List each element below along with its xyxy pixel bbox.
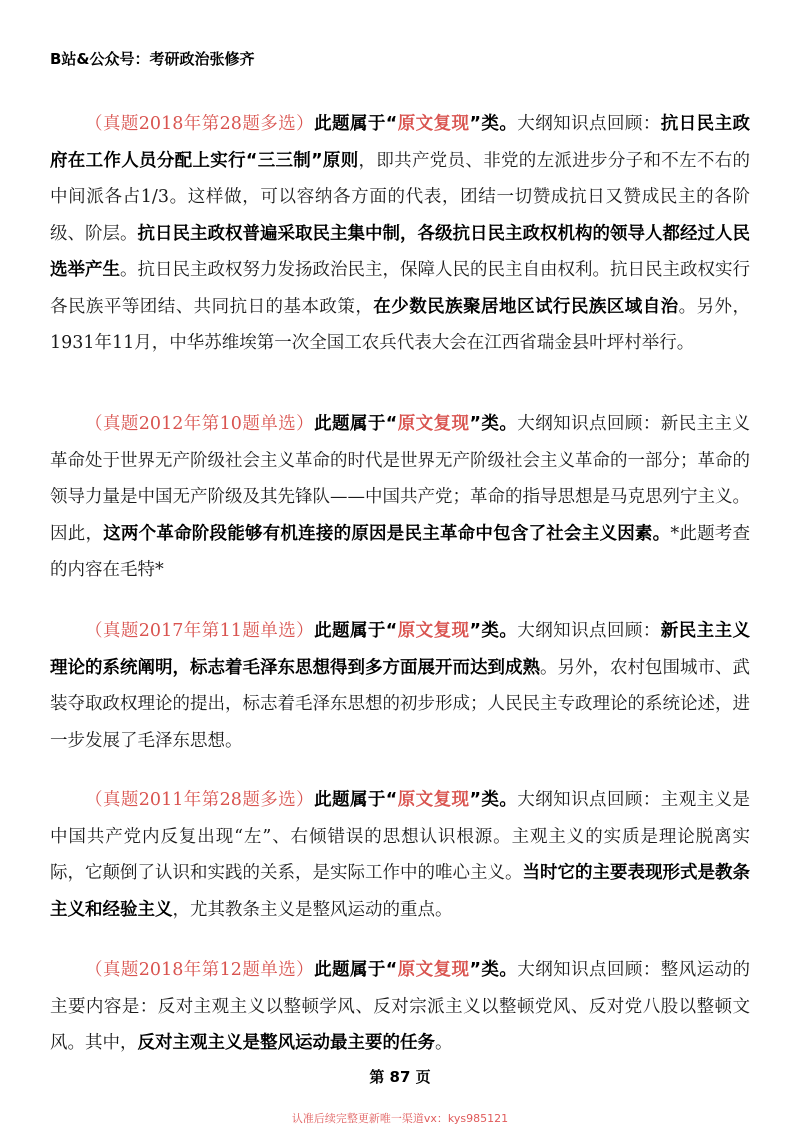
body-text: 大纲知识点回顾： bbox=[517, 114, 661, 134]
key-point-text: 反对主观主义是整风运动最主要的任务 bbox=[137, 1033, 435, 1053]
key-point-text: 在少数民族聚居地区试行民族区域自治 bbox=[373, 296, 679, 317]
page-number: 第 87 页 bbox=[369, 1068, 431, 1086]
paragraph-question-2011-28 bbox=[50, 782, 750, 928]
question-reference: 真题2011年第28题多选 bbox=[102, 790, 297, 810]
body-text: 。另外，农村包围城市、武装夺取政权理论的提出，标志着毛泽东思想的初步形成；人民民主专政理论的系统论述，进一步发展了毛泽东思想。 bbox=[50, 657, 750, 751]
question-reference: ） bbox=[296, 114, 315, 134]
question-reference: 真题2018年第28题多选 bbox=[102, 114, 297, 134]
paragraph-question-2018-28 bbox=[50, 106, 750, 362]
question-reference: （ bbox=[85, 114, 103, 134]
body-text: ，即共产党员、非党的左派进步分子和不左不右的中间派各占1/3。这样做，可以容纳各方面的代表，团结一切赞成抗日又赞成民主的各阶级、阶层。 bbox=[50, 150, 750, 244]
question-reference: （ bbox=[85, 621, 103, 641]
body-text: 大纲知识点回顾：主观主义是中国共产党内反复出现“左”、右倾错误的思想认识根源。主观主义的实质是理论脱离实际，它颠倒了认识和实践的关系，是实际工作中的唯心主义。 bbox=[50, 790, 750, 883]
question-reference: ） bbox=[296, 960, 315, 980]
body-text: *此题考查的内容在毛特* bbox=[50, 523, 751, 580]
question-reference: 真题2018年第12题单选 bbox=[102, 960, 297, 980]
key-point-text: 当时它的主要表现形式是教条主义和经验主义 bbox=[50, 863, 750, 920]
category-highlight: 原文复现 bbox=[397, 114, 470, 134]
category-highlight: 原文复现 bbox=[397, 414, 470, 434]
question-reference: （ bbox=[85, 960, 103, 980]
key-point-text: ”类。 bbox=[469, 414, 518, 434]
paragraph-question-2018-12 bbox=[50, 952, 750, 1062]
body-text: ，尤其教条主义是整风运动的重点。 bbox=[172, 899, 453, 920]
paragraph-question-2017-11 bbox=[50, 613, 750, 759]
body-text: 大纲知识点回顾：整风运动的主要内容是：反对主观主义以整顿学风、反对宗派主义以整顿党风、反对党八股以整顿文风。其中， bbox=[50, 960, 750, 1053]
question-reference: ） bbox=[296, 414, 315, 434]
question-reference: 真题2012年第10题单选 bbox=[102, 414, 297, 434]
body-text: 大纲知识点回顾：新民主主义革命处于世界无产阶级社会主义革命的时代是世界无产阶级社会主义革命的一部分；革命的领导力量是中国无产阶级及其先锋队——中国共产党；革命的指导思想是马克思列宁主义。因此， bbox=[50, 414, 750, 544]
question-reference: （ bbox=[85, 790, 103, 810]
key-point-text: 此题属于“ bbox=[314, 790, 398, 810]
category-highlight: 原文复现 bbox=[397, 621, 470, 641]
key-point-text: 此题属于“ bbox=[314, 960, 398, 980]
key-point-text: 抗日民主政权普遍采取民主集中制，各级抗日民主政权机构的领导人都经过人民选举产生 bbox=[50, 223, 750, 280]
watermark: 认准后续完整更新唯一渠道vx：kys985121 bbox=[291, 1112, 509, 1125]
key-point-text: ”类。 bbox=[469, 790, 518, 810]
question-reference: ） bbox=[296, 790, 315, 810]
question-reference: （ bbox=[85, 414, 103, 434]
key-point-text: 这两个革命阶段能够有机连接的原因是民主革命中包含了社会主义因素。 bbox=[103, 523, 671, 544]
key-point-text: 抗日民主政府在工作人员分配上实行“三三制”原则 bbox=[50, 114, 750, 171]
body-text: 。抗日民主政权努力发扬政治民主，保障人民的民主自由权利。抗日民主政权实行各民族平等团结、共同抗日的基本政策， bbox=[50, 260, 750, 317]
category-highlight: 原文复现 bbox=[397, 790, 470, 810]
key-point-text: ”类。 bbox=[469, 960, 518, 980]
key-point-text: 新民主主义理论的系统阐明，标志着毛泽东思想得到多方面展开而达到成熟 bbox=[50, 621, 750, 678]
key-point-text: 此题属于“ bbox=[314, 114, 398, 134]
body-text: 。另外，1931年11月，中华苏维埃第一次全国工农兵代表大会在江西省瑞金县叶坪村举行。 bbox=[50, 296, 751, 353]
page-header: B站&公众号：考研政治张修齐 bbox=[50, 50, 255, 68]
key-point-text: 此题属于“ bbox=[314, 414, 398, 434]
body-text: 大纲知识点回顾： bbox=[517, 621, 661, 641]
question-reference: 真题2017年第11题单选 bbox=[102, 621, 297, 641]
paragraph-question-2012-10 bbox=[50, 406, 750, 589]
key-point-text: 此题属于“ bbox=[314, 621, 398, 641]
question-reference: ） bbox=[296, 621, 315, 641]
body-text: 。 bbox=[435, 1033, 453, 1053]
key-point-text: ”类。 bbox=[469, 621, 518, 641]
key-point-text: ”类。 bbox=[469, 114, 518, 134]
category-highlight: 原文复现 bbox=[397, 960, 470, 980]
